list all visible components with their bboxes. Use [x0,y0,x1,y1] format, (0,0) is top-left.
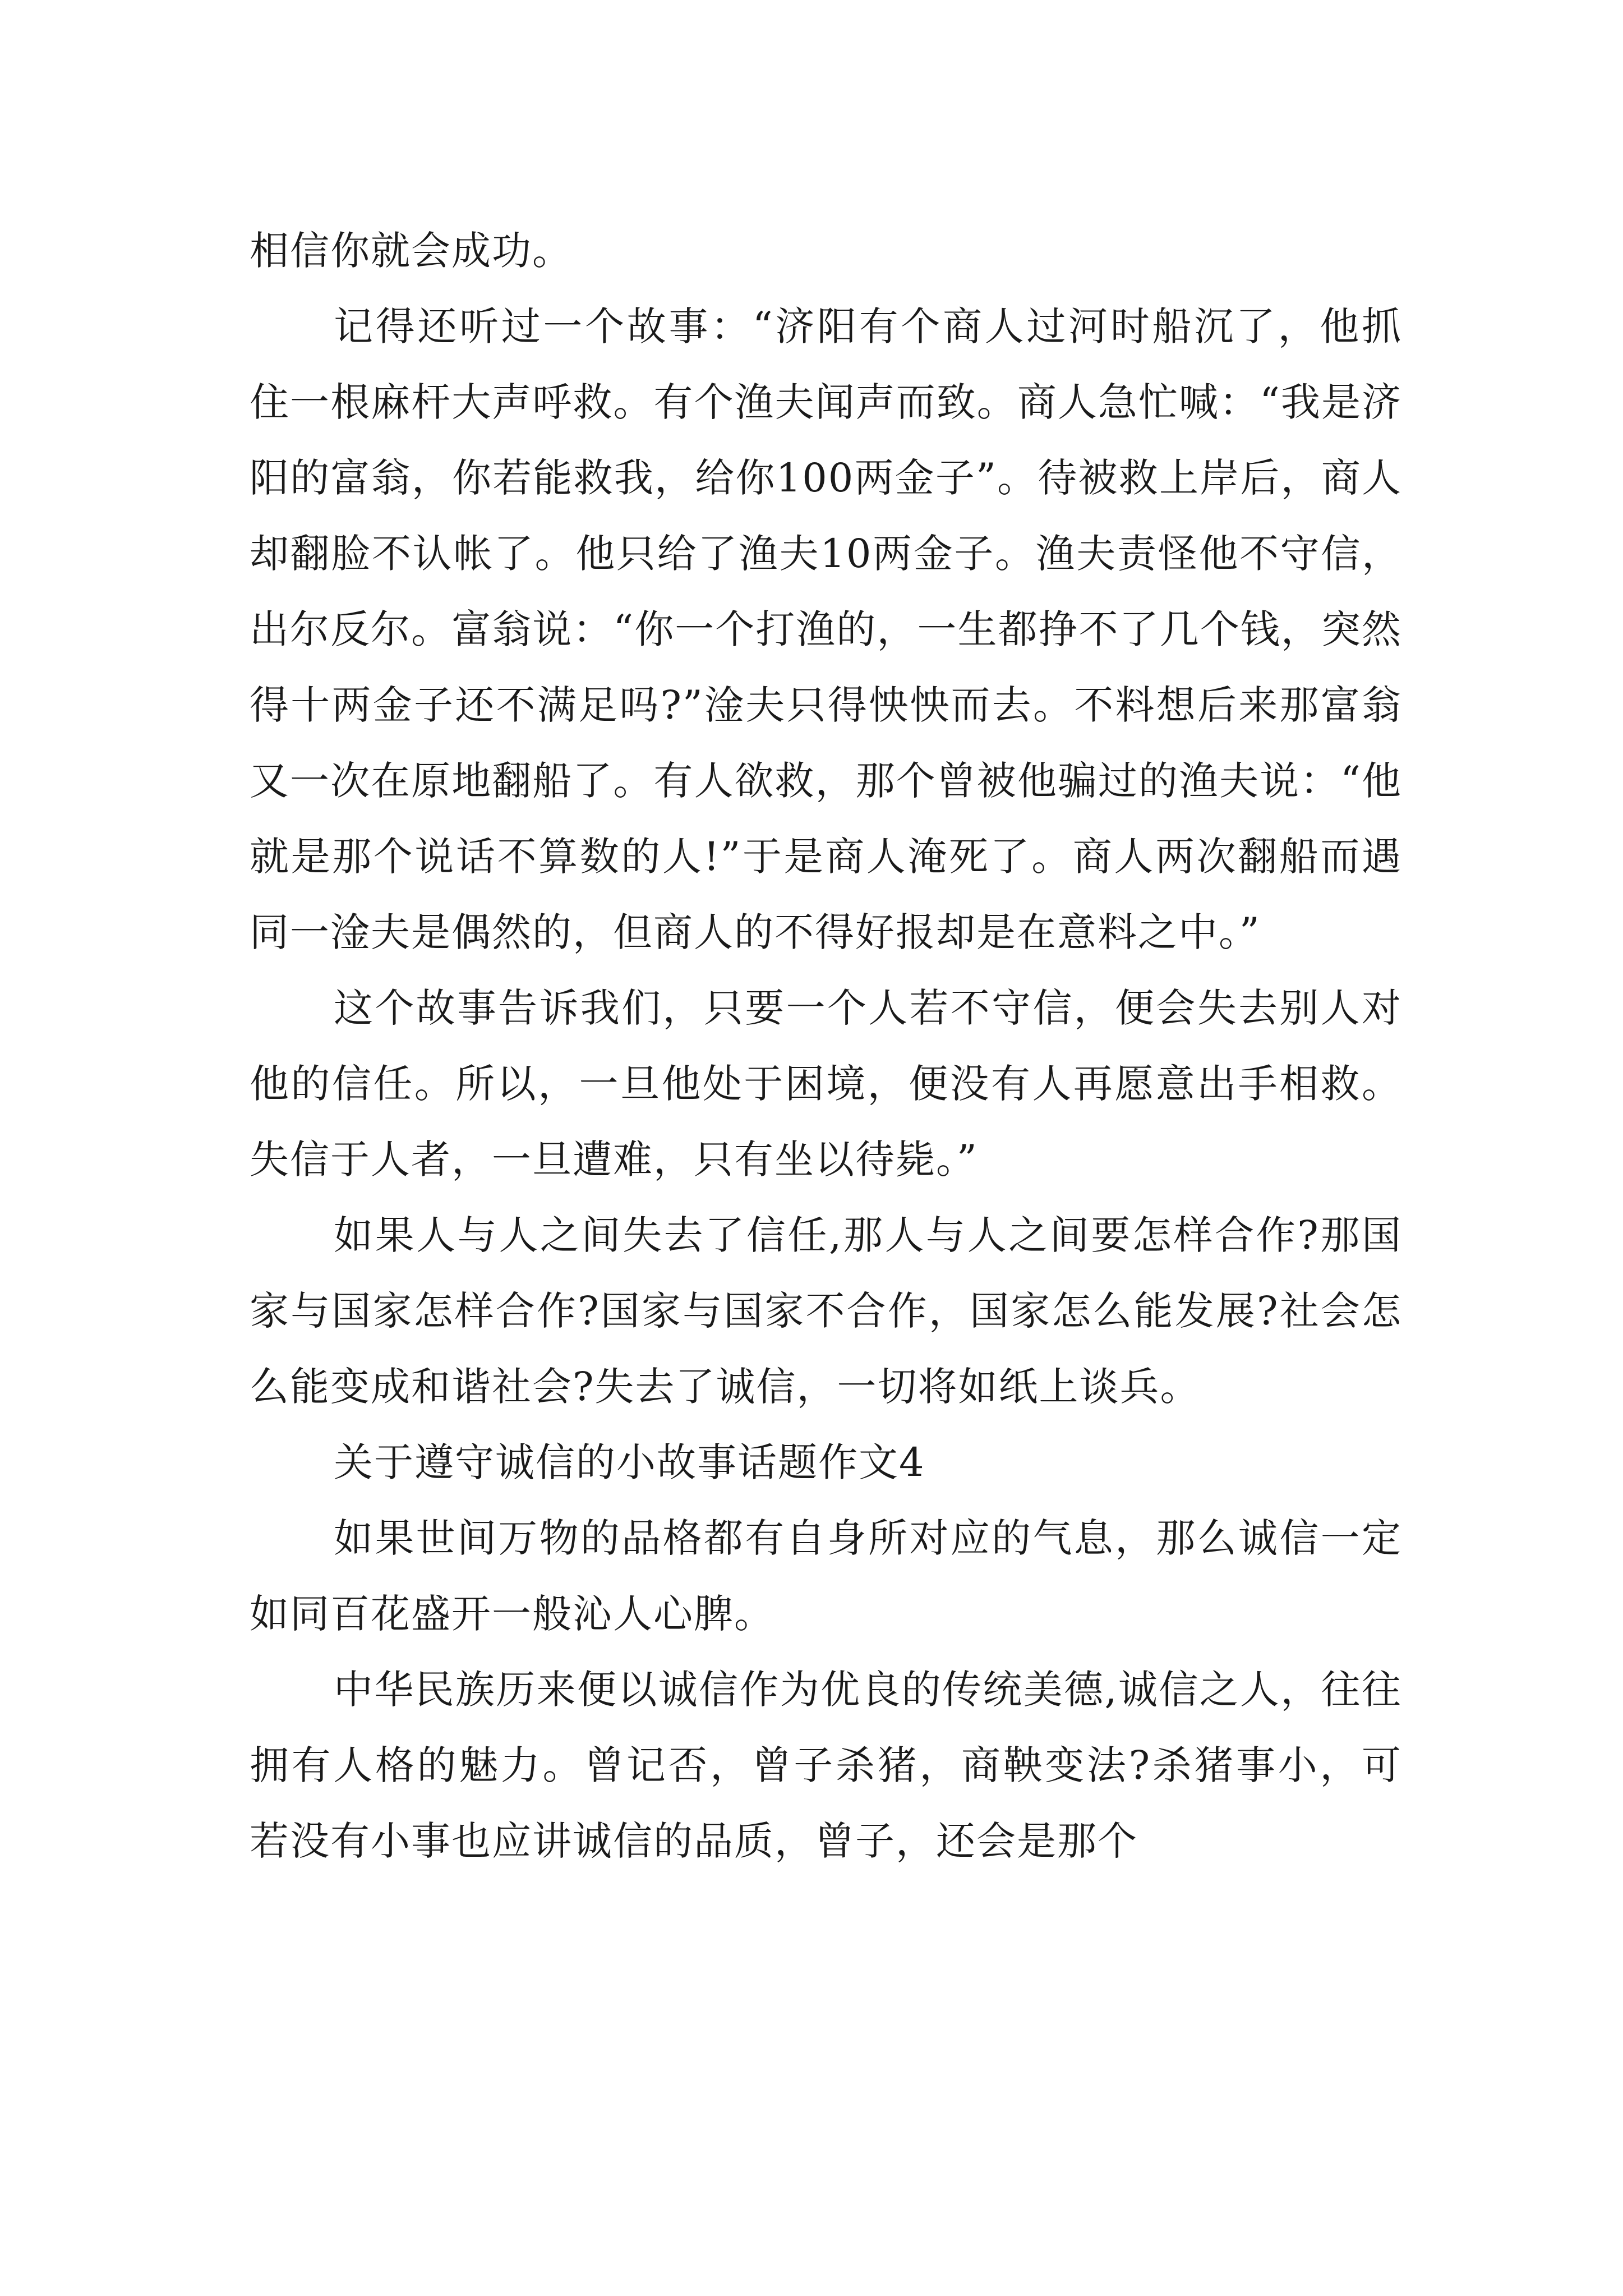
paragraph-continuation: 相信你就会成功。 [250,228,573,274]
paragraph-story: 记得还听过一个故事：“济阳有个商人过河时船沉了，他抓住一根麻杆大声呼救。有个渔夫闻声而致。商人急忙喊：“我是济阳的富翁，你若能救我，给你100两金子”。待被救上岸后，商人却翻脸不认帐了。他只给了渔夫10两金子。渔夫责怪他不守信，出尔反尔。富翁说：“你一个打渔的，一生都挣不了几个钱，突然得十两金子还不满足吗?”淦夫只得怏怏而去。不料想后来那富翁又一次在原地翻船了。有人欲救，那个曾被他骗过的渔夫说：“他就是那个说话不算数的人!”于是商人淹死了。商人两次翻船而遇同一淦夫是偶然的，但商人的不得好报却是在意料之中。” [250,303,1402,955]
paragraph-intro: 如果世间万物的品格都有自身所对应的气息，那么诚信一定如同百花盛开一般沁人心脾。 [250,1515,1402,1637]
paragraph-cooperation: 如果人与人之间失去了信任,那人与人之间要怎样合作?那国家与国家怎样合作?国家与国家不合作，国家怎么能发展?社会怎么能变成和谐社会?失去了诚信，一切将如纸上谈兵。 [250,1212,1402,1410]
section-heading: 关于遵守诚信的小故事话题作文4 [334,1439,925,1485]
document-body [250,213,1402,1879]
paragraph-moral: 这个故事告诉我们，只要一个人若不守信，便会失去别人对他的信任。所以，一旦他处于困境，便没有人再愿意出手相救。失信于人者，一旦遭难，只有坐以待毙。” [250,985,1402,1182]
paragraph-tradition: 中华民族历来便以诚信作为优良的传统美德,诚信之人，往往拥有人格的魅力。曾记否，曾子杀猪，商鞅变法?杀猪事小，可若没有小事也应讲诚信的品质，曾子，还会是那个 [250,1667,1402,1864]
